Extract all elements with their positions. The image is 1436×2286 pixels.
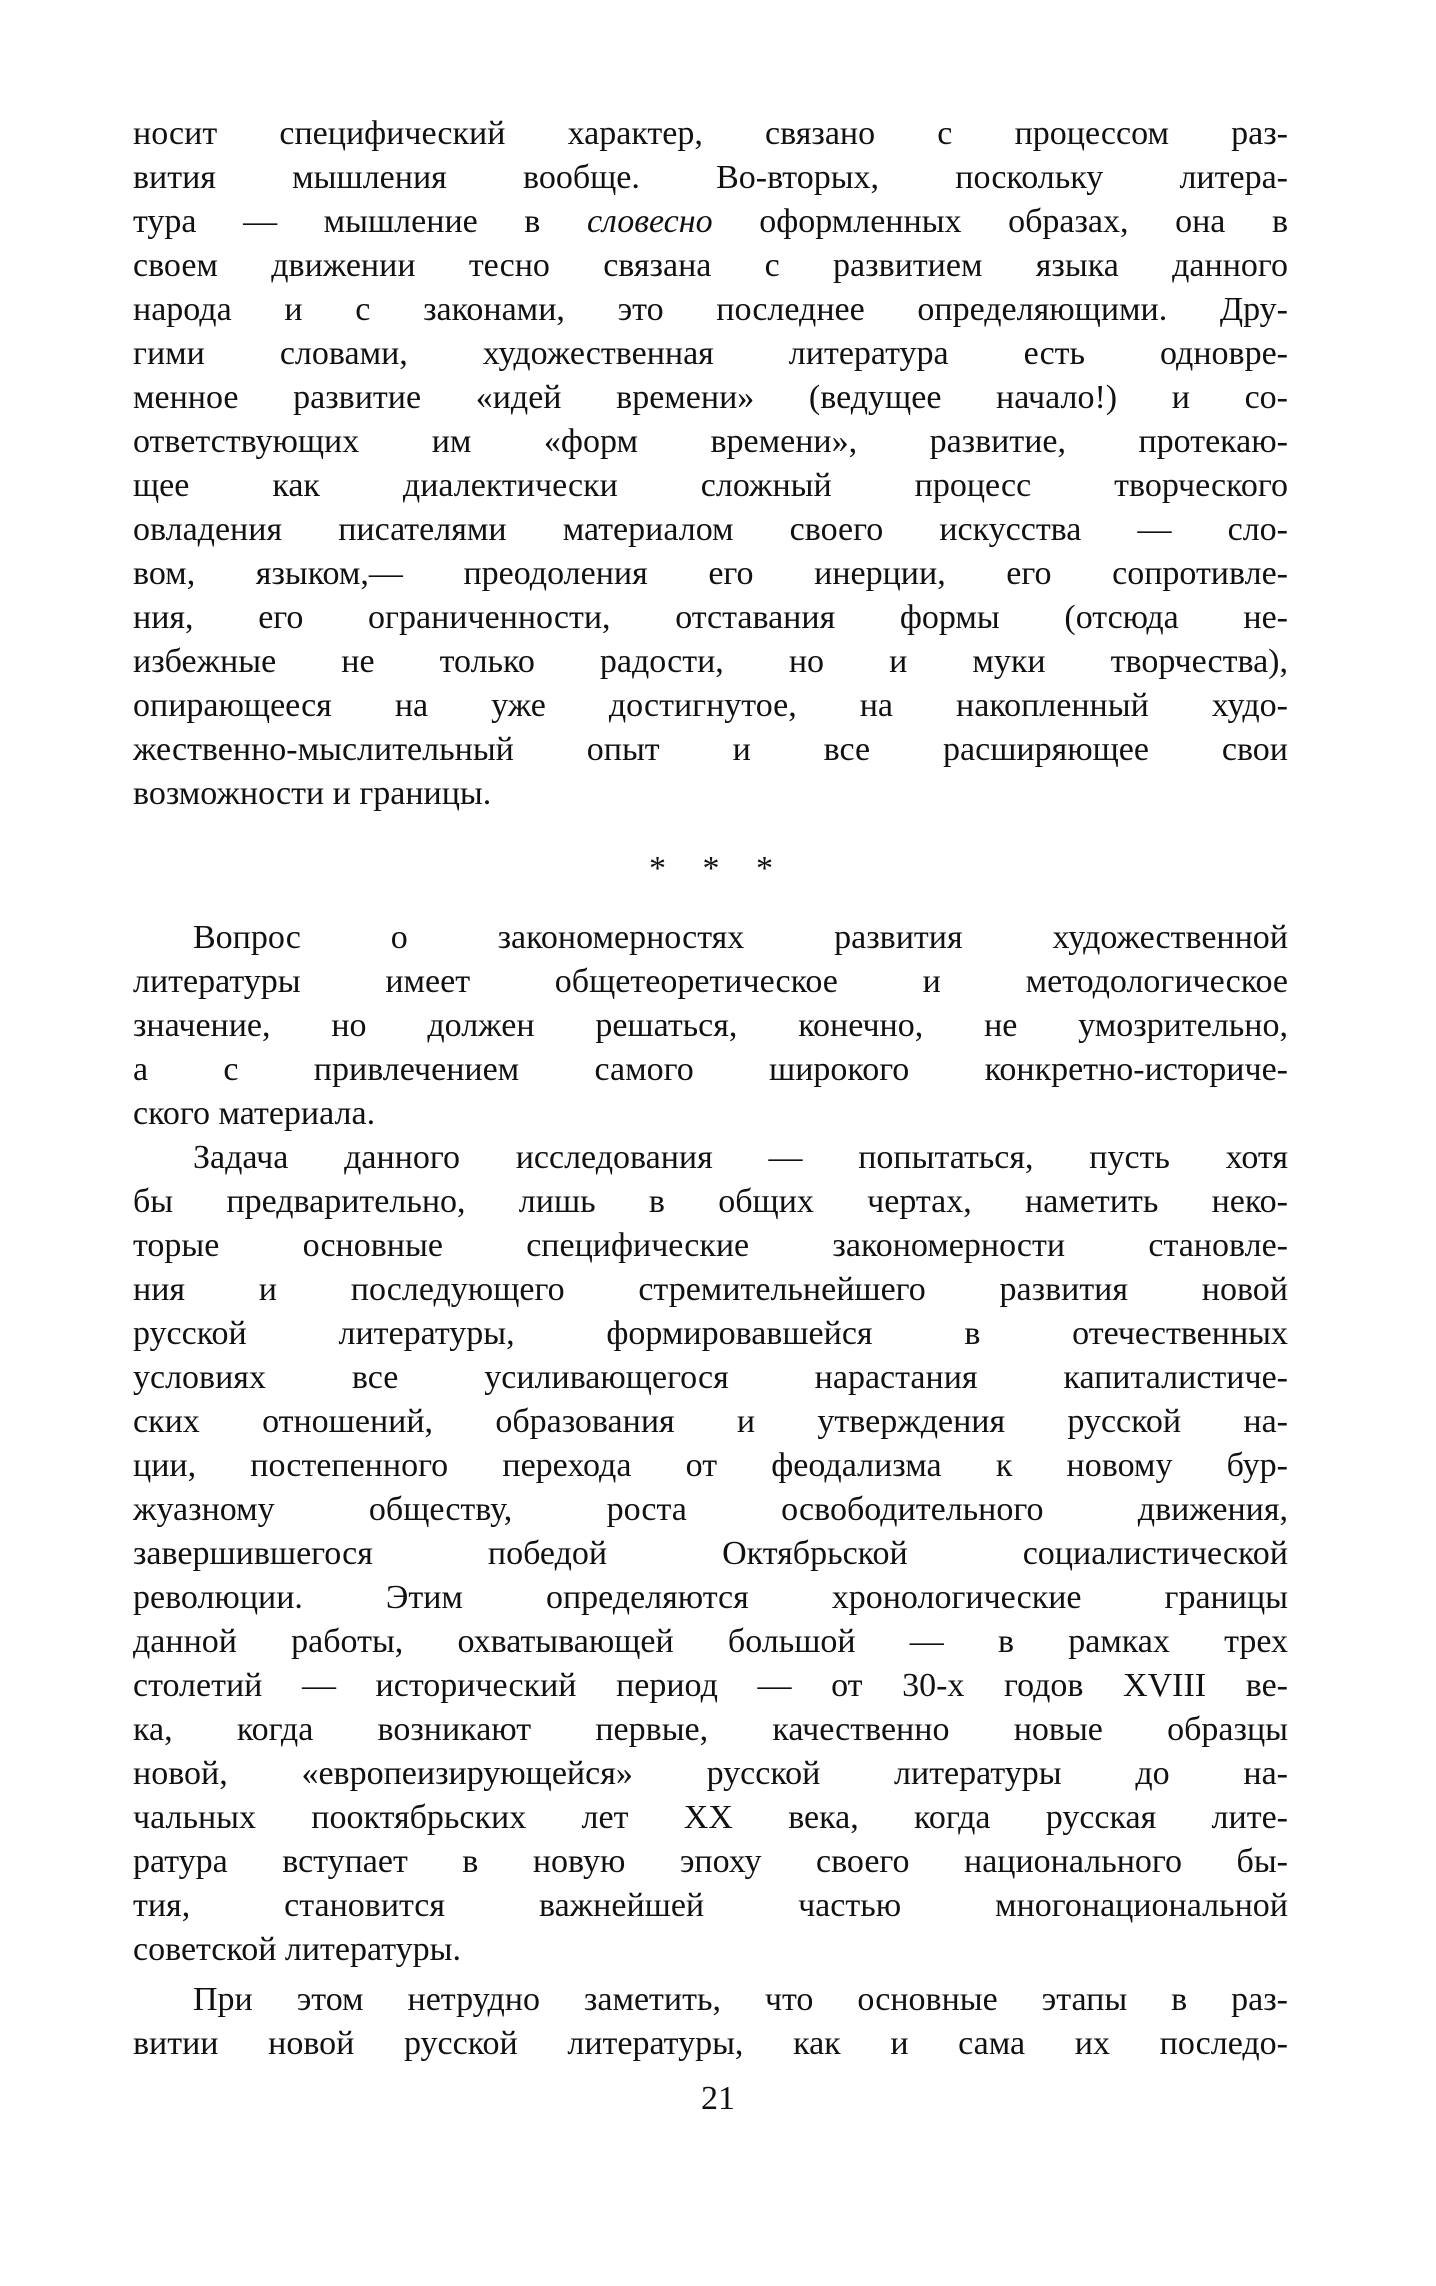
text-line: литературы имеет общетеоретическое и методологическое [133,963,1288,1000]
text-line: гими словами, художественная литература есть одновре- [133,335,1288,372]
paragraph-1 [133,112,1288,816]
text-line: Вопрос о закономерностях развития художественной [193,919,1288,956]
text-line: ния и последующего стремительнейшего развития новой [133,1271,1288,1308]
text-line: народа и с законами, это последнее определяющими. Дру- [133,291,1288,328]
page-number: 21 [701,2080,735,2117]
text-line: бы предварительно, лишь в общих чертах, наметить неко- [133,1183,1288,1220]
text-line: ка, когда возникают первые, качественно новые образцы [133,1711,1288,1748]
text-line: чальных пооктябрьских лет XX века, когда русская лите- [133,1799,1288,1836]
text-line: советской литературы. [133,1931,461,1968]
text-line: менное развитие «идей времени» (ведущее начало!) и со- [133,379,1288,416]
text-line: ратура вступает в новую эпоху своего национального бы- [133,1843,1288,1880]
text-line: ния, его ограниченности, отставания формы (отсюда не- [133,599,1288,636]
paragraph-3 [133,1136,1288,1972]
paragraph-4 [133,1978,1288,2066]
text-line: щее как диалектически сложный процесс творческого [133,467,1288,504]
text-line: ции, постепенного перехода от феодализма к новому бур- [133,1447,1288,1484]
text-line: ского материала. [133,1095,376,1132]
text-line: При этом нетрудно заметить, что основные этапы в раз- [193,1981,1288,2018]
text-line: опирающееся на уже достигнутое, на накопленный худо- [133,687,1288,724]
text-line: Задача данного исследования — попытаться, пусть хотя [193,1139,1288,1176]
paragraph-2 [133,916,1288,1136]
text-line: ских отношений, образования и утверждения русской на- [133,1403,1288,1440]
text-line: столетий — исторический период — от 30-х годов XVIII ве- [133,1667,1288,1704]
text-line: революции. Этим определяются хронологические границы [133,1579,1288,1616]
text-line: вития мышления вообще. Во-вторых, поскольку литера- [133,159,1288,196]
text-line: а с привлечением самого широкого конкретно-историче- [133,1051,1288,1088]
text-line: русской литературы, формировавшейся в отечественных [133,1315,1288,1352]
text-line: жуазному обществу, роста освободительного движения, [133,1491,1288,1528]
section-separator: * * * [649,850,787,887]
text-line: ответствующих им «форм времени», развитие, протекаю- [133,423,1288,460]
text-line: своем движении тесно связана с развитием языка данного [133,247,1288,284]
text-line: вом, языком,— преодоления его инерции, его сопротивле- [133,555,1288,592]
text-line: жественно-мыслительный опыт и все расширяющее свои [133,731,1288,768]
text-line: избежные не только радости, но и муки творчества), [133,643,1288,680]
text-line: завершившегося победой Октябрьской социалистической [133,1535,1288,1572]
text-line: условиях все усиливающегося нарастания капиталистиче- [133,1359,1288,1396]
text-line: овладения писателями материалом своего искусства — сло- [133,511,1288,548]
text-line: торые основные специфические закономерности становле- [133,1227,1288,1264]
text-line: тия, становится важнейшей частью многонациональной [133,1887,1288,1924]
text-line: витии новой русской литературы, как и сама их последо- [133,2025,1288,2062]
text-line: данной работы, охватывающей большой — в рамках трех [133,1623,1288,1660]
text-line: возможности и границы. [133,775,492,812]
text-line: значение, но должен решаться, конечно, не умозрительно, [133,1007,1288,1044]
text-line: носит специфический характер, связано с процессом раз- [133,115,1288,152]
text-line: новой, «европеизирующейся» русской литературы до на- [133,1755,1288,1792]
text-line: тура — мышление в словесно оформленных образах, она в [133,203,1289,240]
